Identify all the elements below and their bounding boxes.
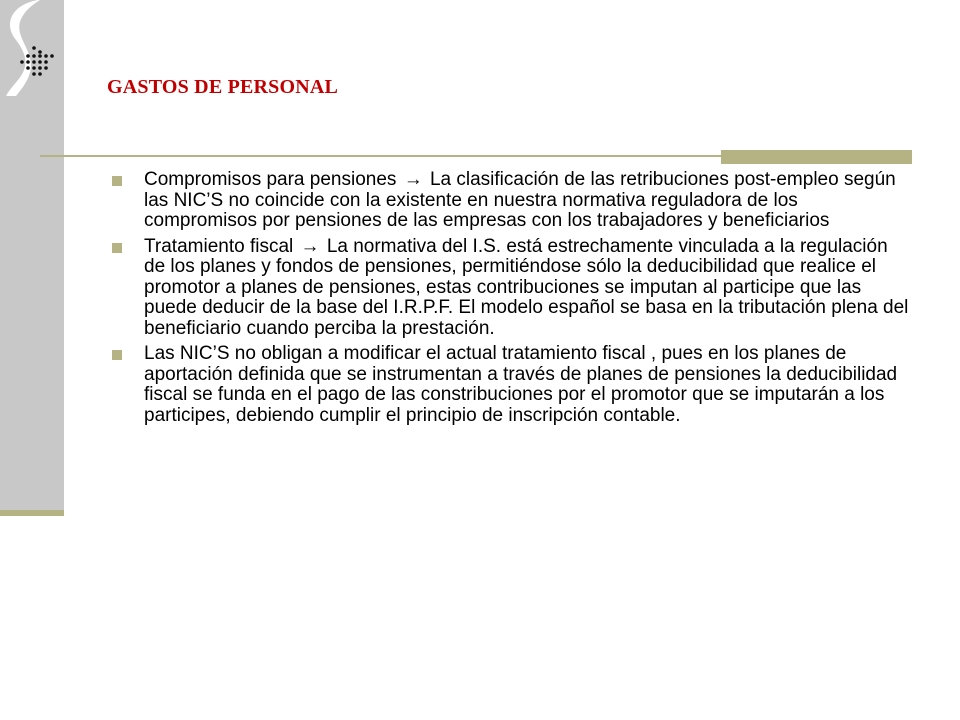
right-arrow-icon: → <box>403 169 423 190</box>
bullet-list <box>112 170 912 431</box>
square-bullet-icon <box>112 176 122 186</box>
bullet-text: Las NIC’S no obligan a modificar el actual tratamiento fiscal , pues en los planes de aportación definida que se instrumentan a través de planes de pensiones la deducibilidad fiscal se funda en el pago de las constribuciones por el promotor que se imputarán a los participes, debiendo cumplir el principio de inscripción contable. <box>144 343 898 426</box>
slide-title: GASTOS DE PERSONAL <box>107 76 339 98</box>
bullet-item-tax-treatment <box>112 237 912 340</box>
title-divider-accent <box>721 150 912 164</box>
bullet-item-nics <box>112 344 912 426</box>
bullet-item-pensions <box>112 170 912 232</box>
right-arrow-icon: → <box>300 235 320 257</box>
bullet-text: La normativa del I.S. está estrechamente vinculada a la regulación de los planes y fondos de pensiones, permitiéndose sólo la deducibilidad que realice el promotor a planes de pensiones, estas contribuciones se imputan al participe que las puede deducir de la base del I.R.P.F. El modelo español se basa en la tributación plena del beneficiario cuando perciba la prestación. <box>144 235 909 339</box>
logo <box>0 0 64 100</box>
square-bullet-icon <box>112 243 122 253</box>
bullet-lead: Tratamiento fiscal <box>144 235 294 257</box>
bullet-text: La clasificación de las retribuciones post-empleo según las NIC’S no coincide con la existente en nuestra normativa reguladora de los compromisos por pensiones de las empresas con los trabajadores y beneficiarios <box>144 169 896 231</box>
left-band-accent <box>0 510 64 516</box>
square-bullet-icon <box>112 350 122 360</box>
bullet-lead: Compromisos para pensiones <box>144 169 397 190</box>
